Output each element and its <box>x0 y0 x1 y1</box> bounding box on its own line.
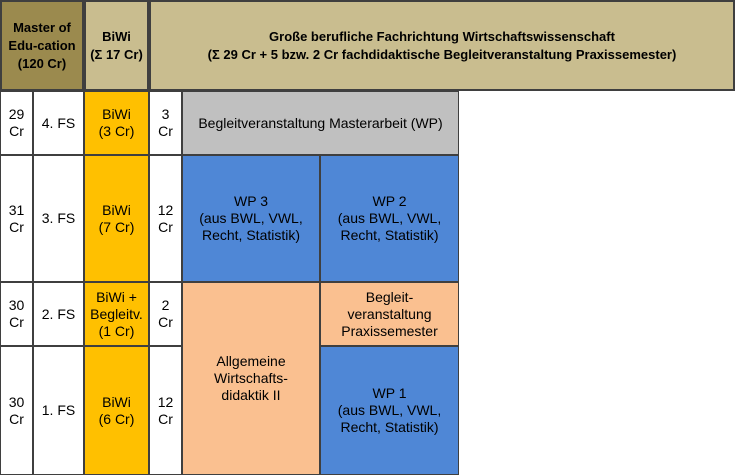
row-2-biwi: BiWi + Begleitv. (1 Cr) <box>84 282 149 346</box>
header-master: Master of Edu-cation (120 Cr) <box>0 0 84 91</box>
row-1-credits: 30 Cr <box>0 346 33 475</box>
row-3-fach-credits: 12 Cr <box>149 155 182 282</box>
row-3-biwi: BiWi (7 Cr) <box>84 155 149 282</box>
row-4-biwi: BiWi (3 Cr) <box>84 91 149 155</box>
row-1-fach-credits: 12 Cr <box>149 346 182 475</box>
row-3-semester: 3. FS <box>33 155 84 282</box>
row-1-biwi: BiWi (6 Cr) <box>84 346 149 475</box>
module-wp2: WP 2 (aus BWL, VWL, Recht, Statistik) <box>320 155 459 282</box>
row-1-semester: 1. FS <box>33 346 84 475</box>
row-3-credits: 31 Cr <box>0 155 33 282</box>
row-4-semester: 4. FS <box>33 91 84 155</box>
row-2-semester: 2. FS <box>33 282 84 346</box>
header-fachrichtung: Große berufliche Fachrichtung Wirtschaftswissenschaft (Σ 29 Cr + 5 bzw. 2 Cr fachdidaktische Begleitveranstaltung Praxissemester) <box>149 0 735 91</box>
module-masterarbeit: Begleitveranstaltung Masterarbeit (WP) <box>182 91 459 155</box>
module-praxissemester: Begleit- veranstaltung Praxissemester <box>320 282 459 346</box>
module-wp1: WP 1 (aus BWL, VWL, Recht, Statistik) <box>320 346 459 475</box>
row-4-credits: 29 Cr <box>0 91 33 155</box>
row-4-fach-credits: 3 Cr <box>149 91 182 155</box>
module-wp3: WP 3 (aus BWL, VWL, Recht, Statistik) <box>182 155 320 282</box>
header-biwi: BiWi (Σ 17 Cr) <box>84 0 149 91</box>
module-wirtschaftsdidaktik: Allgemeine Wirtschafts- didaktik II <box>182 282 320 475</box>
row-2-fach-credits: 2 Cr <box>149 282 182 346</box>
row-2-credits: 30 Cr <box>0 282 33 346</box>
